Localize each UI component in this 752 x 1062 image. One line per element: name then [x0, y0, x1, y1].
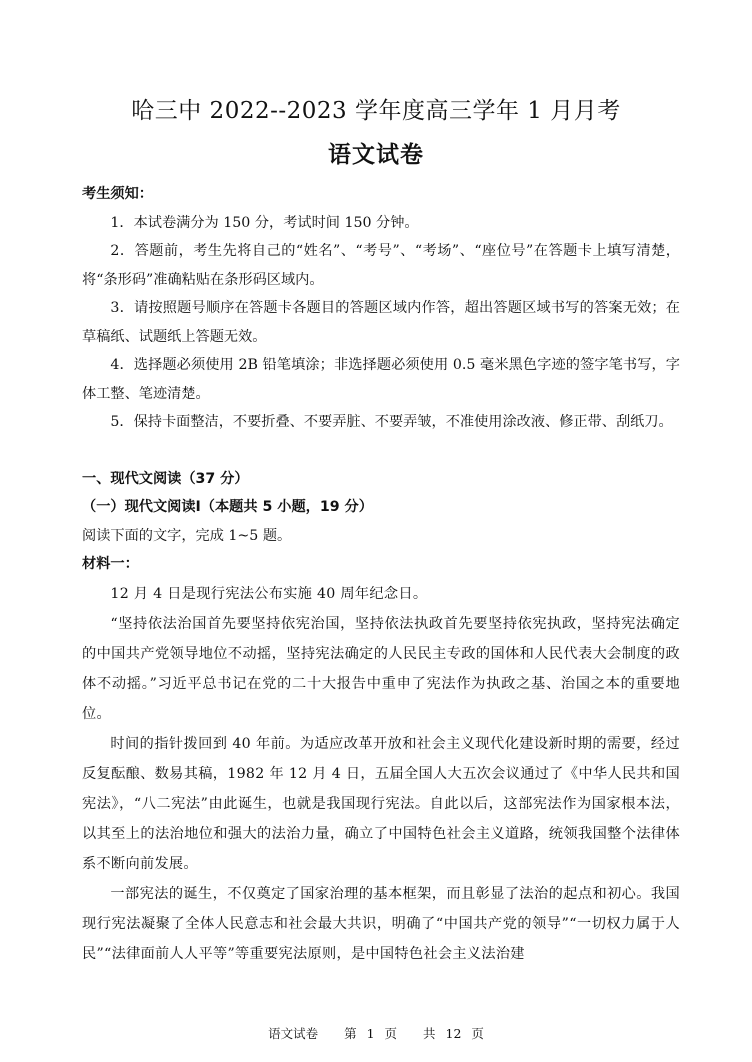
- page-footer: [0, 1024, 752, 1042]
- notice-heading: 考生须知：: [82, 186, 153, 202]
- material-paragraph: “坚持依法治国首先要坚持依宪治国，坚持依法执政首先要坚持依宪执政，坚持宪法确定的中国共产党领导地位不动摇，坚持宪法确定的人民民主专政的国体和人民代表大会制度的政体不动摇。”习近平总书记在党的二十大报告中重申了宪法作为执政之基、治国之本的重要地位。: [82, 615, 680, 722]
- footer-total-pages: 共 12 页: [423, 1026, 484, 1041]
- footer-subject: 语文试卷: [268, 1026, 319, 1041]
- notice-item: 1．本试卷满分为 150 分，考试时间 150 分钟。: [110, 214, 419, 231]
- material-paragraph: 一部宪法的诞生，不仅奠定了国家治理的基本框架，而且彰显了法治的起点和初心。我国现行宪法凝聚了全体人民意志和社会最大共识，明确了“中国共产党的领导”“一切权力属于人民”“法律面前人人平等”等重要宪法原则，是中国特色社会主义法治建: [82, 885, 680, 962]
- footer-page-number: 第 1 页: [344, 1026, 398, 1041]
- document-subtitle: 语文试卷: [328, 141, 424, 168]
- material-label: 材料一：: [82, 556, 139, 572]
- reading-instruction: 阅读下面的文字，完成 1~5 题。: [82, 527, 292, 544]
- notice-item: 3．请按照题号顺序在答题卡各题目的答题区域内作答，超出答题区域书写的答案无效；在草稿纸、试题纸上答题无效。: [82, 300, 680, 345]
- document-body: [82, 180, 680, 969]
- material-paragraph: 时间的指针拨回到 40 年前。为适应改革开放和社会主义现代化建设新时期的需要，经过反复酝酿、数易其稿，1982 年 12 月 4 日，五届全国人大五次会议通过了《中华人民共和国宪法》，“八二宪法”由此诞生，也就是我国现行宪法。自此以后，这部宪法作为国家根本法，以其至上的法治地位和强大的法治力量，确立了中国特色社会主义道路，统领我国整个法律体系不断向前发展。: [82, 735, 680, 872]
- section-heading: 一、现代文阅读（37 分）: [82, 470, 249, 487]
- material-paragraph: 12 月 4 日是现行宪法公布实施 40 周年纪念日。: [110, 585, 428, 602]
- document-title: 哈三中 2022--2023 学年度高三学年 1 月月考: [131, 98, 621, 124]
- notice-item: 4．选择题必须使用 2B 铅笔填涂；非选择题必须使用 0.5 毫米黑色字迹的签字笔书写，字体工整、笔迹清楚。: [82, 357, 680, 402]
- notice-item: 2．答题前，考生先将自己的“姓名”、“考号”、“考场”、“座位号”在答题卡上填写清楚，将“条形码”准确粘贴在条形码区域内。: [82, 243, 680, 288]
- section-gap: [82, 437, 680, 465]
- notice-item: 5．保持卡面整洁，不要折叠、不要弄脏、不要弄皱，不准使用涂改液、修正带、刮纸刀。: [110, 414, 673, 430]
- section-subheading: （一）现代文阅读Ⅰ（本题共 5 小题，19 分）: [82, 499, 373, 515]
